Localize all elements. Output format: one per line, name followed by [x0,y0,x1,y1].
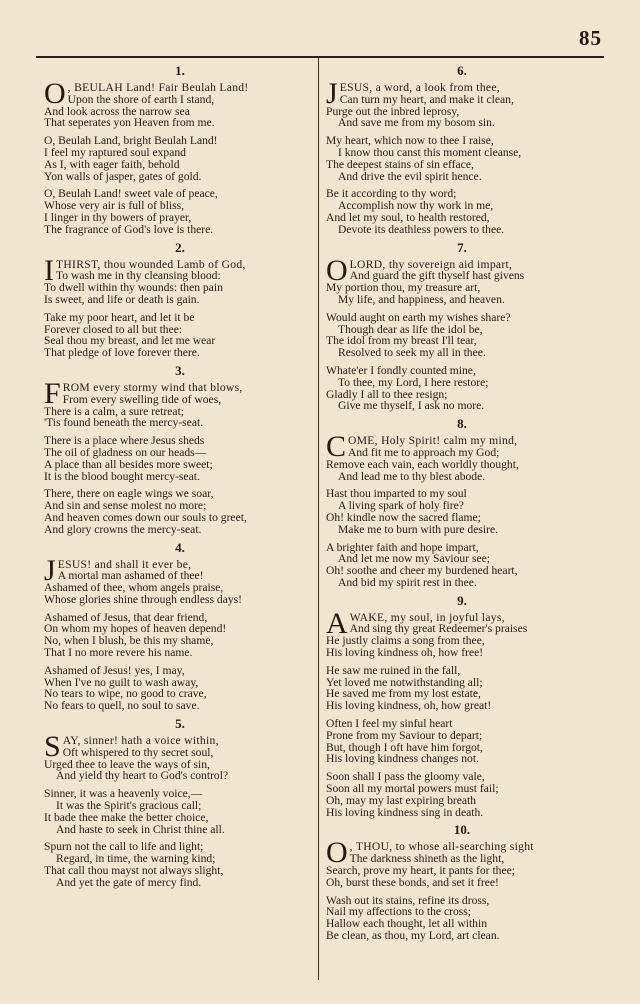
drop-cap: A [326,606,348,640]
verse-line: THIRST, thou wounded Lamb of God, [56,257,246,271]
verse-line: And haste to seek in Christ thine all. [56,822,225,836]
verse-line: I feel my raptured soul expand [44,145,186,159]
verse-line: Though dear as life the idol be, [338,322,483,336]
verse-line: He saved me from my lost estate, [326,687,481,701]
verse-line: But, though I oft have him forgot, [326,740,483,754]
drop-cap: C [326,430,347,464]
stanza [44,553,316,606]
verse-line: Oh! kindle now the sacred flame; [326,510,481,524]
verse-line: Oh, may my last expiring breath [326,793,477,807]
hymn [326,239,598,413]
drop-cap: O [44,77,66,110]
verse-line: That seperates yon Heaven from me. [44,116,215,130]
hymn-number: 8. [457,416,467,432]
verse-line: And drive the evil spirit hence. [338,169,482,183]
stanza [44,376,316,430]
verse-line: Ashamed of thee, whom angels praise, [44,581,224,595]
verse-line: Prone from my Saviour to depart; [326,728,483,742]
stanza [326,188,598,235]
verse-line: Be clean, as thou, my Lord, art clean. [326,929,500,943]
verse-line: No tears to wipe, no good to crave, [44,687,207,701]
verse-line: Regard, in time, the warning kind; [56,852,216,866]
stanza [44,77,316,130]
verse-line: I linger in thy bowers of prayer, [44,210,192,224]
verse-line: Wash out its stains, refine its dross, [326,893,490,907]
drop-cap: I [44,253,54,287]
verse-line: That call thou mayst not always slight, [44,864,224,878]
verse-line: Urged thee to leave the ways of sin, [44,757,210,771]
verse-line: WAKE, my soul, in joyful lays, [349,610,505,624]
hymn [44,65,316,236]
verse-line: The darkness shineth as the light, [349,852,505,866]
verse-line: Forever closed to all but thee: [44,322,183,336]
stanza [326,895,598,942]
verse-line: A living spark of holy fire? [338,499,464,513]
drop-cap: J [326,77,338,110]
stanza [326,77,598,130]
verse-line: My heart, which now to thee I raise, [326,134,494,148]
hymn-number: 9. [457,592,467,608]
stanza [44,730,316,783]
verse-line: Soon shall I pass the gloomy vale, [326,770,485,784]
verse-line: O, Beulah Land! sweet vale of peace, [44,187,218,201]
verse-line: Oh, burst these bonds, and set it free! [326,875,499,889]
stanza [326,488,598,535]
verse-line: AY, sinner! hath a voice within, [62,734,219,748]
verse-line: Sinner, it was a heavenly voice,— [44,787,203,801]
verse-line: On whom my hopes of heaven depend! [44,622,227,636]
verse-line: He justly claims a song from thee, [326,634,485,648]
verse-line: His loving kindness oh, how free! [326,646,484,660]
verse-line: ESUS! and shall it ever be, [57,557,192,571]
verse-line: And yet the gate of mercy find. [56,875,202,889]
verse-line: ESUS, a word, a look from thee, [339,81,501,94]
stanza [326,135,598,182]
verse-line: That I no more revere his name. [44,646,193,660]
stanza [326,365,598,412]
verse-line: And yield thy heart to God's control? [56,769,229,783]
verse-line: There is a place where Jesus sheds [44,434,205,448]
verse-line: The idol from my breast I'll tear, [326,334,477,348]
verse-line: Accomplish now thy work in me, [338,199,494,213]
stanza [44,788,316,835]
verse-line: Purge out the inbred leprosy, [326,104,460,118]
verse-line: Whate'er I fondly counted mine, [326,363,476,377]
verse-line: It was the Spirit's gracious call; [56,799,202,813]
hymn-number: 10. [453,822,471,838]
page-number: 85 [579,26,602,50]
verse-line: To dwell within thy wounds: then pain [44,281,223,295]
verse-line: And look across the narrow sea [44,104,190,118]
verse-line: A brighter faith and hope impart, [326,540,479,554]
verse-line: Upon the shore of earth I stand, [67,92,215,106]
verse-line: Nail my affections to the cross; [326,905,471,919]
verse-line: Ashamed of Jesus! yes, I may, [44,663,185,677]
verse-line: Seal thou my breast, and let me wear [44,334,216,348]
verse-line: Is sweet, and life or death is gain. [44,292,200,306]
verse-line: Resolved to seek my all in thee. [338,346,486,360]
hymn-number: 7. [457,239,467,255]
stanza [44,135,316,182]
verse-line: There, there on eagle wings we soar, [44,487,214,501]
verse-line: Yon walls of jasper, gates of gold. [44,169,202,183]
right-column [326,62,598,948]
hymn-number: 1. [175,63,185,78]
verse-line: And heaven comes down our souls to greet, [44,510,247,524]
verse-line: To thee, my Lord, I here restore; [338,375,489,389]
verse-line: , BEULAH Land! Fair Beulah Land! [67,81,249,94]
stanza [44,488,316,535]
verse-line: 'Tis found beneath the mercy-seat. [44,416,204,430]
stanza [44,312,316,359]
verse-line: He saw me ruined in the fall, [326,663,461,677]
verse-line: His loving kindness, oh, how great! [326,699,492,713]
verse-line: Whose glories shine through endless days! [44,592,243,606]
stanza [44,841,316,888]
verse-line: The deepest stains of sin efface, [326,157,474,171]
verse-line: And guard the gift thyself hast givens [349,269,525,283]
verse-line: It is the blood bought mercy-seat. [44,469,200,483]
stanza [326,430,598,483]
hymn [326,824,598,941]
verse-line: The fragrance of God's love is there. [44,222,214,236]
stanza [326,312,598,359]
verse-line: Spurn not the call to life and light; [44,840,204,854]
hymn [326,418,598,589]
verse-line: The oil of gladness on our heads— [44,445,207,459]
verse-line: No, when I blush, be this my shame, [44,634,214,648]
top-rule [36,56,604,58]
verse-line: No fears to quell, no soul to save. [44,699,200,713]
hymn [44,718,316,889]
verse-line: Oft whispered to thy secret soul, [62,745,214,759]
verse-line: It bade thee make the better choice, [44,810,209,824]
stanza [44,188,316,235]
hymn [44,362,316,536]
drop-cap: S [44,730,61,764]
verse-line: Take my poor heart, and let it be [44,310,195,324]
hymn-number: 5. [175,716,185,732]
verse-line: ROM every stormy wind that blows, [62,380,243,394]
verse-line: And sing thy great Redeemer's praises [349,622,528,636]
verse-line: A place than all besides more sweet; [44,457,213,471]
stanza [326,253,598,306]
verse-line: Search, prove my heart, it pants for thee; [326,864,515,878]
verse-line: Oh! soothe and cheer my burdened heart, [326,564,518,578]
verse-line: And fit me to approach my God; [348,445,500,459]
hymn [326,592,598,819]
stanza [44,253,316,306]
hymn-number: 6. [457,63,467,78]
drop-cap: O [326,253,348,287]
hymn-number: 4. [175,539,185,555]
verse-line: To wash me in thy cleansing blood: [56,269,221,283]
verse-line: LORD, thy sovereign aid impart, [349,257,513,271]
verse-line: O, Beulah Land, bright Beulah Land! [44,134,218,148]
verse-line: His loving kindness sing in death. [326,805,484,819]
verse-line: As I, with eager faith, behold [44,157,180,171]
verse-line: Give me thyself, I ask no more. [338,399,485,413]
verse-line: Soon all my mortal powers must fail; [326,782,499,796]
verse-line: I know thou canst this moment cleanse, [338,145,522,159]
stanza [326,836,598,889]
stanza [326,718,598,765]
left-column [44,62,316,895]
verse-line: And let me now my Saviour see; [338,552,490,566]
verse-line: My portion thou, my treasure art, [326,281,481,295]
verse-line: And save me from my bosom sin. [338,116,495,130]
verse-line: There is a calm, a sure retreat; [44,404,185,418]
verse-line: Hast thou imparted to my soul [326,487,467,501]
verse-line: Hallow each thought, let all within [326,917,487,931]
stanza [326,606,598,660]
verse-line: When I've no guilt to wash away, [44,675,199,689]
stanza [326,542,598,589]
verse-line: Would aught on earth my wishes share? [326,310,511,324]
verse-line: Gladly I all to thee resign; [326,387,448,401]
verse-line: Make me to burn with pure desire. [338,522,499,536]
stanza [44,435,316,482]
verse-line: And let my soul, to health restored, [326,210,490,224]
verse-line: And glory crowns the mercy-seat. [44,522,202,536]
verse-line: And bid my spirit rest in thee. [338,575,477,589]
verse-line: Whose very air is full of bliss, [44,199,185,213]
verse-line: Remove each vain, each worldly thought, [326,457,519,471]
verse-line: Can turn my heart, and make it clean, [339,92,514,106]
stanza [326,771,598,818]
verse-line: From every swelling tide of woes, [62,392,222,406]
drop-cap: O [326,836,348,870]
verse-line: Be it according to thy word; [326,187,457,201]
verse-line: Yet loved me notwithstanding all; [326,675,483,689]
column-divider [318,58,319,980]
hymn-number: 2. [175,239,185,255]
verse-line: Ashamed of Jesus, that dear friend, [44,610,208,624]
verse-line: His loving kindness changes not. [326,752,479,766]
hymn-number: 3. [175,362,185,378]
stanza [44,612,316,659]
drop-cap: J [44,553,56,587]
verse-line: Devote its deathless powers to thee. [338,222,505,236]
verse-line: , THOU, to whose all-searching sight [349,840,534,854]
verse-line: And lead me to thy blest abode. [338,469,486,483]
verse-line: Often I feel my sinful heart [326,717,453,731]
verse-line: That pledge of love forever there. [44,346,200,360]
verse-line: OME, Holy Spirit! calm my mind, [348,434,518,448]
hymn [44,539,316,713]
stanza [326,665,598,712]
drop-cap: F [44,376,61,410]
hymn [326,65,598,236]
verse-line: My life, and happiness, and heaven. [338,292,505,306]
hymn [44,239,316,360]
stanza [44,665,316,712]
verse-line: A mortal man ashamed of thee! [57,569,204,583]
verse-line: And sin and sense molest no more; [44,499,207,513]
